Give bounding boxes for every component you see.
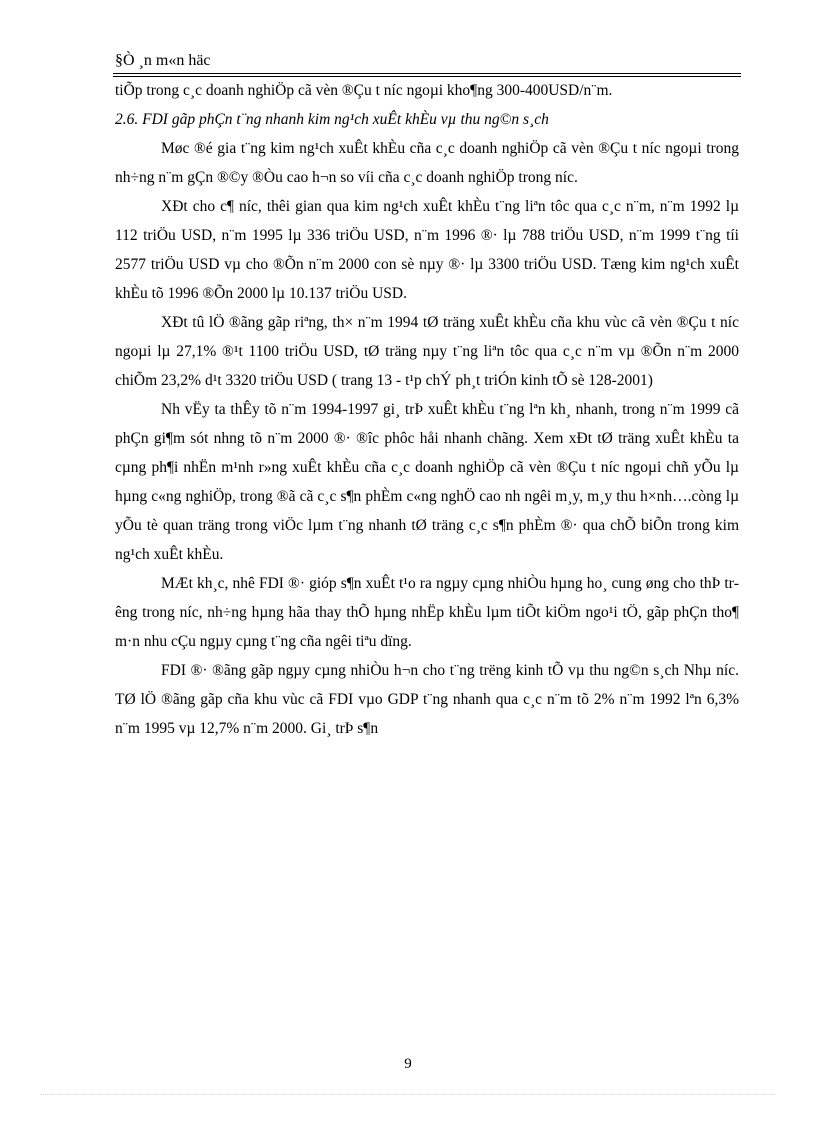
page-number: 9: [404, 1056, 412, 1072]
running-header: §Ò ¸n m«n häc: [115, 52, 211, 69]
paragraph: Møc ®é gia t¨ng kim ng¹ch xuÊt khÈu cña c¸c doanh nghiÖp cã vèn ®Çu t níc ngoµi trong nh÷ng n¨m gÇn ®©y ®Òu cao h¬n so víi cña c¸c doanh nghiÖp trong níc.: [115, 140, 739, 186]
body-text: [115, 76, 739, 743]
paragraph: MÆt kh¸c, nhê FDI ®· gióp s¶n xuÊt t¹o ra ngµy cµng nhiÒu hµng ho¸ cung øng cho thÞ trêng trong níc, nh÷ng hµng hãa thay thÕ hµng nhËp khÈu lµm tiÕt kiÖm ngo¹i tÖ, gãp phÇn tho¶ m·n nhu cÇu ngµy cµng t¨ng cña ngêi tiªu dïng.: [115, 575, 739, 650]
page-bottom-edge: [40, 1094, 776, 1095]
section-heading: 2.6. FDI gãp phÇn t¨ng nhanh kim ng¹ch xuÊt khÈu vµ thu ng©n s¸ch: [115, 111, 549, 128]
paragraph: XÐt tû lÖ ®ãng gãp riªng, th× n¨m 1994 tØ träng xuÊt khÈu cña khu vùc cã vèn ®Çu t níc ngoµi lµ 27,1% ®¹t 1100 triÖu USD, tØ träng nµy t¨ng liªn tôc qua c¸c n¨m vµ ®Õn n¨m 2000 chiÕm 23,2% d¹t 3320 triÖu USD ( trang 13 - t¹p chÝ ph¸t triÓn kinh tÕ sè 128-2001): [115, 314, 739, 389]
paragraph: FDI ®· ®ãng gãp ngµy cµng nhiÒu h¬n cho t¨ng trëng kinh tÕ vµ thu ng©n s¸ch Nhµ níc. TØ lÖ ®ãng gãp cña khu vùc cã FDI vµo GDP t¨ng nhanh qua c¸c n¨m tõ 2% n¨m 1992 lªn 6,3% n¨m 1995 vµ 12,7% n¨m 2000. Gi¸ trÞ s¶n: [115, 662, 739, 737]
paragraph-continuation: tiÕp trong c¸c doanh nghiÖp cã vèn ®Çu t níc ngoµi kho¶ng 300-400USD/n¨m.: [115, 82, 613, 99]
header-rule: [113, 73, 741, 74]
paragraph: XÐt cho c¶ níc, thêi gian qua kim ng¹ch xuÊt khÈu t¨ng liªn tôc qua c¸c n¨m, n¨m 1992 lµ 112 triÖu USD, n¨m 1995 lµ 336 triÖu USD, n¨m 1996 ®· lµ 788 triÖu USD, n¨m 1999 t¨ng tíi 2577 triÖu USD vµ cho ®Õn n¨m 2000 con sè nµy ®· lµ 3300 triÖu USD. Tæng kim ng¹ch xuÊt khÈu tõ 1996 ®Õn 2000 lµ 10.137 triÖu USD.: [115, 198, 739, 302]
paragraph: Nh vËy ta thÊy tõ n¨m 1994-1997 gi¸ trÞ xuÊt khÈu t¨ng lªn kh¸ nhanh, trong n¨m 1999 cã phÇn gi¶m sót nhng tõ n¨m 2000 ®· ®îc phôc håi nhanh chãng. Xem xÐt tØ träng xuÊt khÈu ta cµng ph¶i nhËn m¹nh r»ng xuÊt khÈu cña c¸c doanh nghiÖp cã vèn ®Çu t níc ngoµi chñ yÕu lµ hµng c«ng nghiÖp, trong ®ã cã c¸c s¶n phÈm c«ng nghÖ cao nh ngêi m¸y, m¸y thu h×nh….còng lµ yÕu tè quan träng trong viÖc lµm t¨ng nhanh tØ träng c¸c s¶n phÈm ®· qua chÕ biÕn trong kim ng¹ch xuÊt khÈu.: [115, 401, 739, 563]
